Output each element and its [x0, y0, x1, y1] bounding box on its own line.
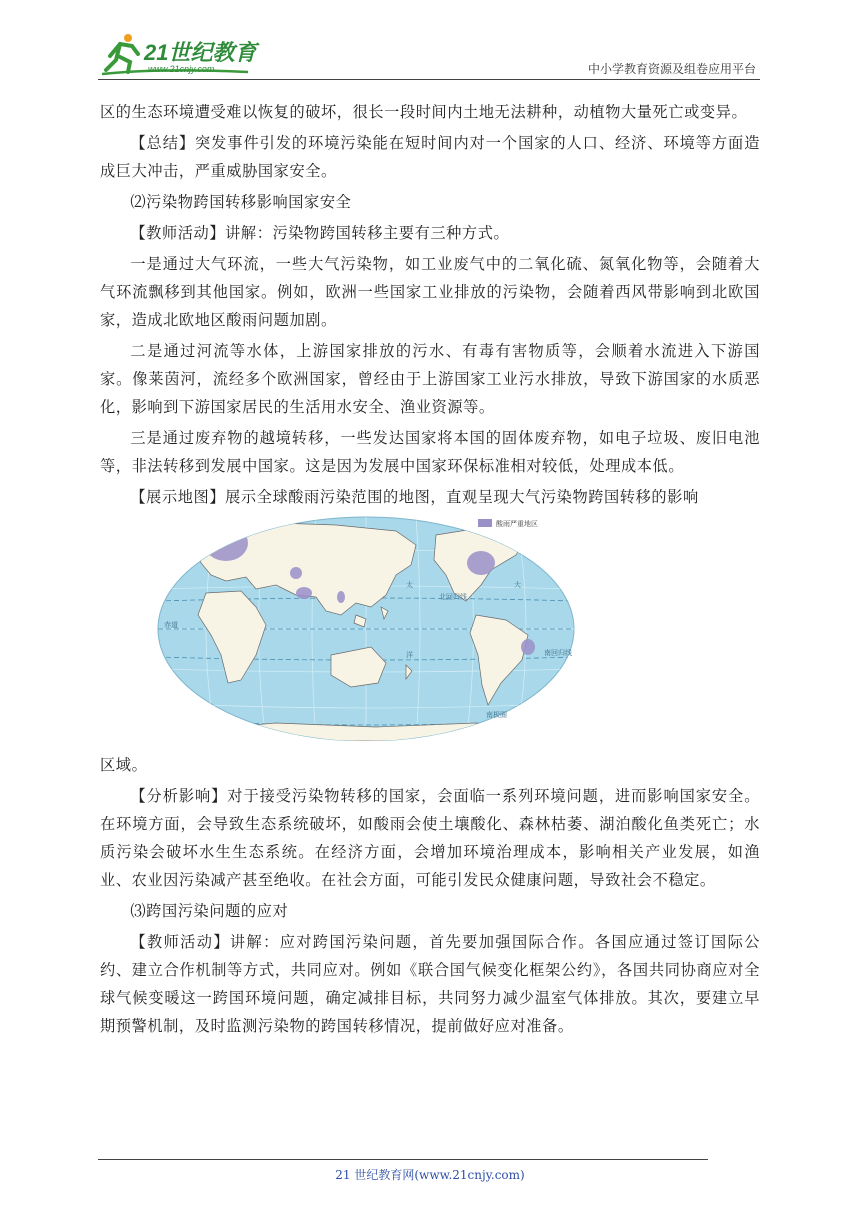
label-equator: 赤道	[164, 621, 178, 629]
header-divider	[98, 79, 760, 80]
paragraph: 【教师活动】讲解：污染物跨国转移主要有三种方式。	[130, 224, 510, 242]
paragraph: 【分析影响】对于接受污染物转移的国家，会面临一系列环境问题，进而影响国家安全。在环境方面，会导致生态系统破坏，如酸雨会使土壤酸化、森林枯萎、湖泊酸化鱼类死亡；水质污染会破坏水生生态系统。在经济方面，会增加环境治理成本，影响相关产业发展，如渔业、农业因污染减产甚至绝收。在社会方面，可能引发民众健康问题，导致社会不稳定。	[100, 787, 760, 889]
acid-region-east-asia	[290, 567, 302, 579]
label-pacific: 太	[406, 581, 413, 589]
paragraph: 区的生态环境遭受难以恢复的破坏，很长一段时间内土地无法耕种，动植物大量死亡或变异。	[100, 103, 748, 121]
paragraph: 一是通过大气环流，一些大气污染物，如工业废气中的二氧化硫、氮氧化物等，会随着大气环流飘移到其他国家。例如，欧洲一些国家工业排放的污染物，会随着西风带影响到北欧国家，造成北欧地区酸雨问题加剧。	[100, 255, 760, 329]
legend-swatch	[478, 519, 492, 527]
acid-rain-world-map	[156, 515, 636, 741]
legend-label: 酸雨严重地区	[496, 520, 538, 528]
paragraph: 【总结】突发事件引发的环境污染能在短时间内对一个国家的人口、经济、环境等方面造成巨大冲击，严重威胁国家安全。	[100, 134, 760, 180]
paragraph: ⑵污染物跨国转移影响国家安全	[130, 193, 352, 211]
label-pacific-2: 洋	[406, 651, 413, 659]
label-antarctic: 南极圈	[486, 711, 507, 719]
footer-divider	[98, 1159, 708, 1160]
acid-rain-map-figure	[100, 515, 760, 751]
paragraph: ⑶跨国污染问题的应对	[130, 902, 289, 920]
page-header	[98, 30, 760, 80]
acid-region-europe	[204, 525, 248, 561]
acid-region-korea	[337, 591, 345, 603]
paragraph: 区域。	[100, 756, 148, 774]
logo-title: 21世纪教育	[144, 40, 257, 65]
page-footer: 21 世纪教育网(www.21cnjy.com)	[335, 1168, 525, 1182]
paragraph: 【展示地图】展示全球酸雨污染范围的地图，直观呈现大气污染物跨国转移的影响	[130, 488, 699, 506]
label-tropic-cancer: 北回归线	[439, 593, 467, 601]
label-tropic-capricorn: 南回归线	[544, 649, 572, 657]
acid-region-china	[296, 587, 312, 599]
paragraph: 三是通过废弃物的越境转移，一些发达国家将本国的固体废弃物，如电子垃圾、废旧电池等，非法转移到发展中国家。这是因为发展中国家环保标准相对较低，处理成本低。	[100, 429, 760, 475]
platform-name: 中小学教育资源及组卷应用平台	[587, 62, 756, 76]
acid-region-brazil	[521, 639, 535, 655]
paragraph: 二是通过河流等水体，上游国家排放的污水、有毒有害物质等，会顺着水流进入下游国家。像莱茵河，流经多个欧洲国家，曾经由于上游国家工业污水排放，导致下游国家的水质恶化，影响到下游国家居民的生活用水安全、渔业资源等。	[100, 342, 760, 416]
logo-url: www.21cnjy.com	[148, 64, 215, 74]
label-atlantic: 大	[514, 581, 521, 589]
paragraph: 【教师活动】讲解：应对跨国污染问题，首先要加强国际合作。各国应通过签订国际公约、建立合作机制等方式，共同应对。例如《联合国气候变化框架公约》，各国共同协商应对全球气候变暖这一跨国环境问题，确定减排目标，共同努力减少温室气体排放。其次，要建立早期预警机制，及时监测污染物的跨国转移情况，提前做好应对准备。	[100, 933, 760, 1035]
document-body	[100, 98, 760, 1043]
acid-region-usa	[467, 551, 495, 575]
logo-21cnjy	[98, 30, 268, 78]
